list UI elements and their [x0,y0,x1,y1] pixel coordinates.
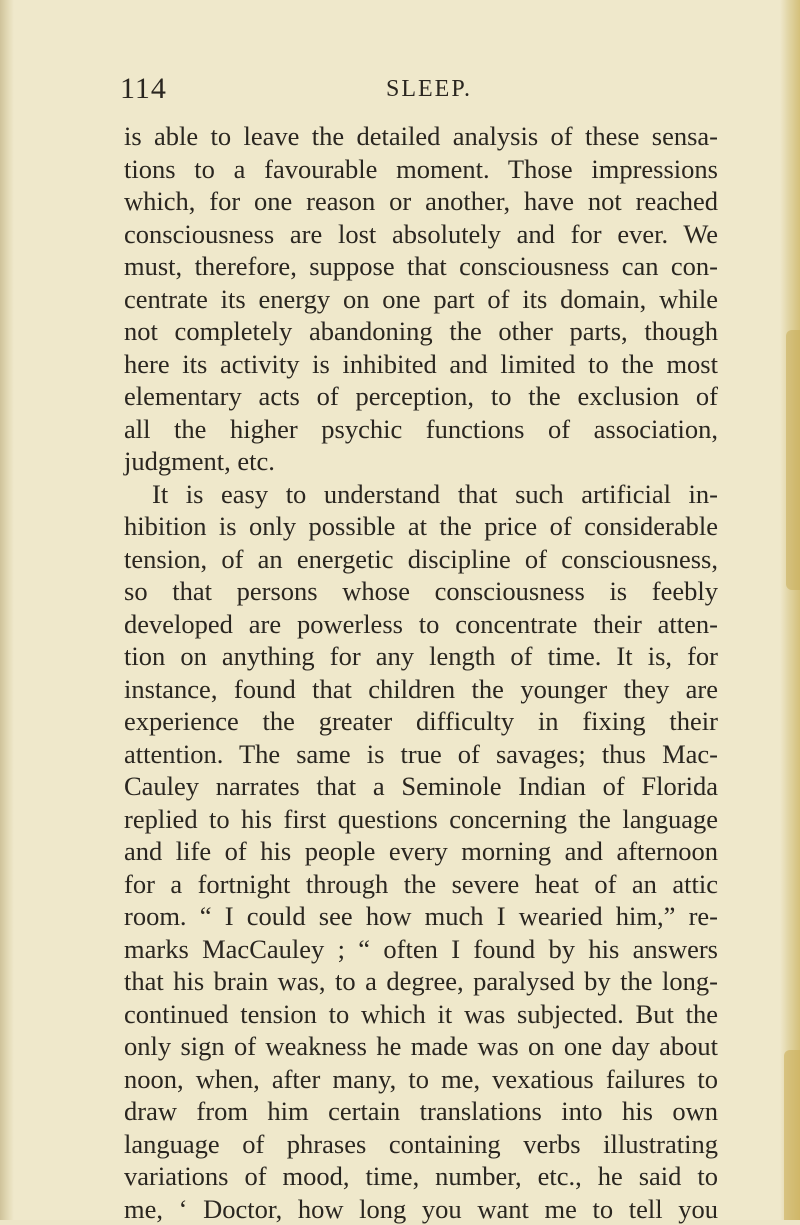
text-line: continued tension to which it was subjected. But the [124,998,718,1031]
text-line: which, for one reason or another, have not reached [124,185,718,218]
text-line: variations of mood, time, number, etc., he said to [124,1160,718,1193]
text-line: tions to a favourable moment. Those impressions [124,153,718,186]
text-line: consciousness are lost absolutely and for ever. We [124,218,718,251]
text-line: not completely abandoning the other parts, though [124,315,718,348]
text-line: replied to his first questions concerning the language [124,803,718,836]
page-header [0,72,800,112]
page-stain [786,330,800,590]
text-line: draw from him certain translations into his own [124,1095,718,1128]
text-line: here its activity is inhibited and limited to the most [124,348,718,381]
text-line: must, therefore, suppose that consciousness can con- [124,250,718,283]
page-stain [784,1050,800,1220]
text-line: marks MacCauley ; “ often I found by his answers [124,933,718,966]
page-right-edge [780,0,800,1220]
text-line: instance, found that children the younger they are [124,673,718,706]
text-line: noon, when, after many, to me, vexatious failures to [124,1063,718,1096]
body-text [124,120,718,1225]
text-line: only sign of weakness he made was on one day about [124,1030,718,1063]
text-line: so that persons whose consciousness is feebly [124,575,718,608]
text-line: elementary acts of perception, to the exclusion of [124,380,718,413]
text-line: that his brain was, to a degree, paralysed by the long- [124,965,718,998]
text-line: is able to leave the detailed analysis of these sensa- [124,120,718,153]
text-line: tension, of an energetic discipline of consciousness, [124,543,718,576]
text-line: centrate its energy on one part of its domain, while [124,283,718,316]
running-head: SLEEP. [386,76,472,103]
text-line: It is easy to understand that such artificial in- [124,478,718,511]
text-line: experience the greater difficulty in fixing their [124,705,718,738]
page-left-edge [0,0,14,1220]
text-line: me, ‘ Doctor, how long you want me to tell you [124,1193,718,1225]
text-line: judgment, etc. [124,445,718,478]
text-line: and life of his people every morning and afternoon [124,835,718,868]
text-line: Cauley narrates that a Seminole Indian of Florida [124,770,718,803]
text-line: tion on anything for any length of time. It is, for [124,640,718,673]
text-line: all the higher psychic functions of association, [124,413,718,446]
text-line: language of phrases containing verbs illustrating [124,1128,718,1161]
text-line: for a fortnight through the severe heat of an attic [124,868,718,901]
text-line: attention. The same is true of savages; thus Mac- [124,738,718,771]
text-line: hibition is only possible at the price of considerable [124,510,718,543]
page-number: 114 [120,72,167,106]
text-line: room. “ I could see how much I wearied him,” re- [124,900,718,933]
text-line: developed are powerless to concentrate their atten- [124,608,718,641]
